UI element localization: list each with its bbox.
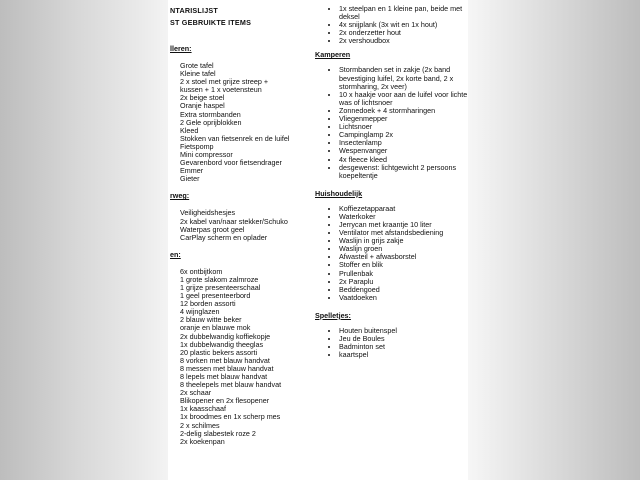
list-item: Gieter [180,174,200,184]
list-item: 1x broodmes en 1x scherp mes [180,412,281,422]
list-item: 2 x stoel met grijze streep + [180,77,269,87]
list-item: • Wespenvanger [339,147,468,155]
list-item: Fietspomp [180,141,214,151]
list-item: 2x schaar [180,388,212,398]
list-item: oranje en blauwe mok [180,323,251,333]
section-heading-huishoudelijk: Huishoudelijk [315,188,363,198]
document-title-line2: ST GEBRUIKTE ITEMS [170,18,252,27]
section-heading-en: en: [170,249,181,259]
list-item: 2x kabel van/naar stekker/Schuko [180,216,288,226]
list-item: • Jerrycan met kraantje 10 liter [339,221,468,229]
list-item: Extra stormbanden [180,109,241,119]
list-item: • 2x Paraplu [339,278,468,286]
list-kamperen [315,66,468,179]
list-item: • 4x fleece kleed [339,156,468,164]
list-item: • Badminton set [339,343,468,351]
list-item: Veiligheidshesjes [180,208,236,218]
list-item: • Beddengoed [339,286,468,294]
list-item: • Stoffer en blik [339,261,468,269]
list-kitchen-continued [315,5,468,45]
list-lleren [170,62,305,183]
list-item: kussen + 1 x voetensteun [180,85,262,95]
list-item: • kaartspel [339,351,468,359]
list-item: • Koffiezetapparaat [339,205,468,213]
list-item: • 1x steelpan en 1 kleine pan, beide met deksel [339,5,468,21]
list-item: • Stormbanden set in zakje (2x band bevestiging luifel, 2x korte band, 2 x stormharing, 2x veer) [339,66,468,90]
list-item: Kleine tafel [180,69,216,79]
list-item: 1x kaasschaaf [180,404,226,414]
right-column [315,5,468,359]
list-item: 6x ontbijtkom [180,266,223,276]
section-heading-rweg: rweg: [170,191,190,201]
list-item: • Waterkoker [339,213,468,221]
list-item: 1 grote slakom zalmroze [180,274,259,284]
list-item: • Insectenlamp [339,139,468,147]
list-item: Grote tafel [180,61,214,70]
list-item: Kleed [180,125,199,135]
list-item: • Waslijn in grijs zakje [339,237,468,245]
list-item: 2x dubbelwandig koffiekopje [180,331,271,341]
list-item: 20 plastic bekers assorti [180,347,258,357]
list-item: 12 borden assorti [180,299,236,309]
list-item: • Vliegenmepper [339,115,468,123]
list-item: 1x dubbelwandig theeglas [180,339,264,349]
list-rweg [170,209,305,241]
document-title-line1: NTARISLIJST [170,6,218,15]
list-item: • Zonnedoek + 4 stormharingen [339,107,468,115]
list-item: 1 grijze presenteerschaal [180,282,261,292]
list-item: • 2x vershoudbox [339,37,468,45]
list-item: • Campinglamp 2x [339,131,468,139]
left-column [170,5,305,446]
document-page [168,0,468,480]
list-item: • Afwasteil + afwasborstel [339,253,468,261]
list-item: 1 geel presenteerbord [180,291,251,301]
list-item: • 2x onderzetter hout [339,29,468,37]
list-huishoudelijk [315,205,468,302]
list-item: Waterpas groot geel [180,224,245,234]
list-item: 4 wijnglazen [180,307,220,317]
list-item: • Jeu de Boules [339,335,468,343]
list-item: • Houten buitenspel [339,327,468,335]
list-item: 8 theelepels met blauw handvat [180,380,282,390]
section-heading-kamperen: Kamperen [315,50,351,60]
list-item: 2 Gele oprijblokken [180,117,242,127]
list-item: 2 x schilmes [180,420,220,430]
section-heading-lleren: lleren: [170,44,192,53]
list-item: 8 vorken met blauw handvat [180,355,270,365]
list-spelletjes [315,327,468,359]
list-item: 8 lepels met blauw handvat [180,372,268,381]
list-item: • 4x snijplank (3x wit en 1x hout) [339,21,468,29]
list-item: • Ventilator met afstandsbediening [339,229,468,237]
list-item: • Lichtsnoer [339,123,468,131]
list-item: 2 blauw witte beker [180,315,242,325]
list-item: 8 messen met blauw handvat [180,363,274,373]
section-heading-spelletjes: Spelletjes: [315,310,351,320]
right-background [468,0,640,480]
list-en [170,268,305,446]
list-item: Emmer [180,166,204,176]
list-item: • desgewenst: lichtgewicht 2 persoons koepeltentje [339,164,468,180]
list-item: • Waslijn groen [339,245,468,253]
list-item: • Prullenbak [339,270,468,278]
list-item: 2-delig slabestek roze 2 [180,428,256,438]
list-item: Oranje haspel [180,101,225,111]
list-item: • 10 x haakje voor aan de luifel voor lichte was of lichtsnoer [339,91,468,107]
left-background [0,0,176,480]
list-item: 2x koekenpan [180,436,225,446]
list-item: Mini compressor [180,150,233,160]
list-item: 2x beige stoel [180,93,225,103]
list-item: • Vaatdoeken [339,294,468,302]
list-item: Blikopener en 2x flesopener [180,396,270,406]
list-item: Gevarenbord voor fietsendrager [180,158,282,168]
list-item: Stokken van fietsenrek en de luifel [180,133,290,143]
list-item: CarPlay scherm en oplader [180,232,268,242]
